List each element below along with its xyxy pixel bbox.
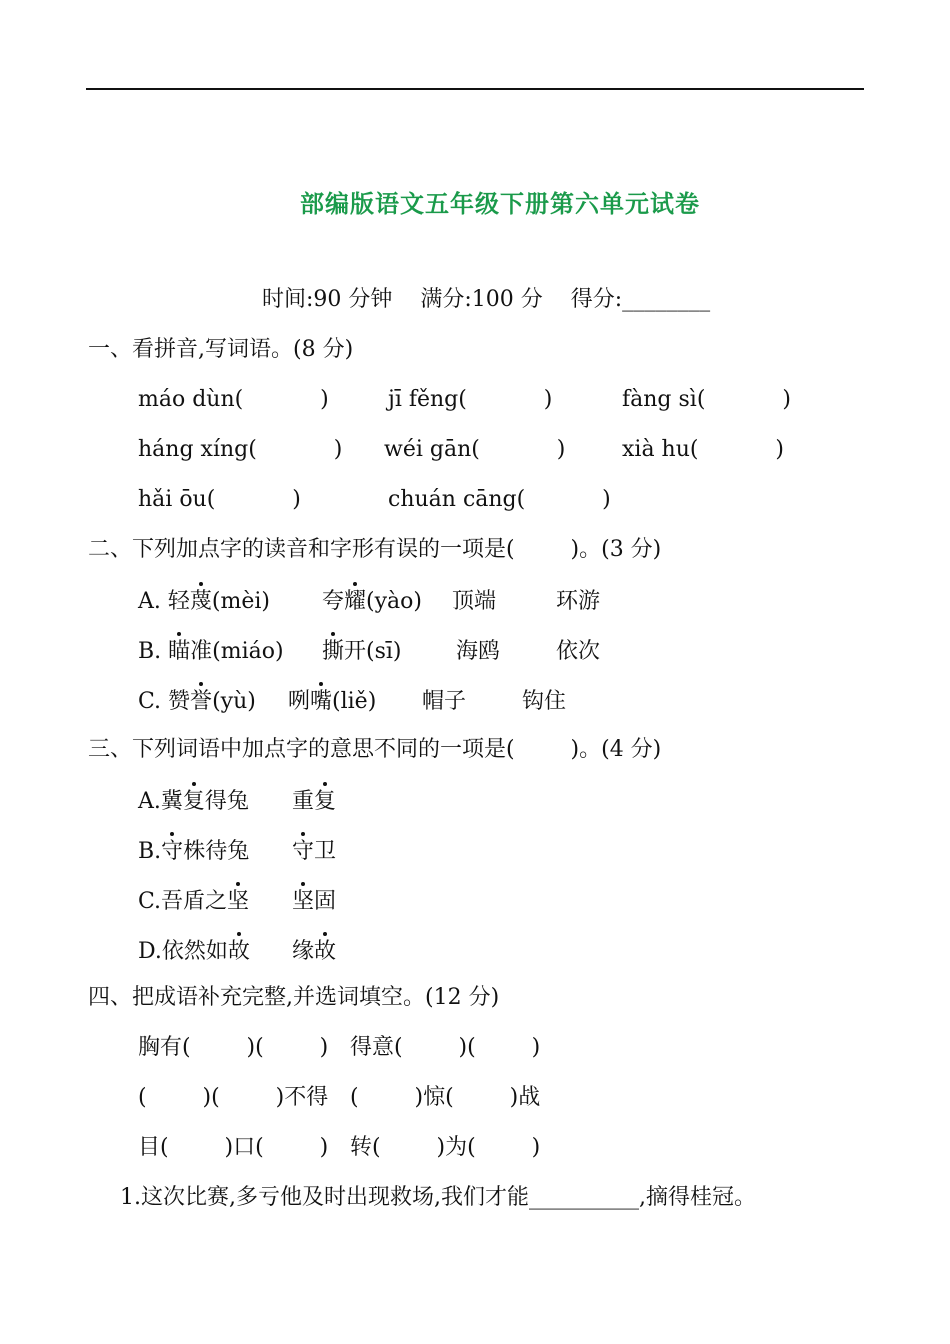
q2-option-b [138,638,284,666]
q1-item: wéi gān( ) [384,437,566,462]
q2-option-c-word3: 帽子 [422,689,467,714]
q3-option-a-word2 [292,788,336,816]
q3-option-c [138,888,249,916]
q3-option-c-word2 [292,888,336,916]
q1-item: fàng sì( ) [622,387,791,412]
q2-option-a [138,588,270,616]
dotted-char: 耀 [344,589,367,614]
dotted-char: 坚 [227,889,250,914]
q3-option-b-word2 [292,838,336,866]
q1-item: máo dùn( ) [138,387,329,412]
option-text: (liě) [332,689,377,714]
idiom-blank: 目( )口( ) [138,1135,329,1160]
dotted-char: 复 [314,789,337,814]
exam-info: 时间:90 分钟 满分:100 分 得分:________ [262,287,711,312]
dotted-char: 瞄 [168,639,191,664]
q3-heading: 三、下列词语中加点字的意思不同的一项是( )。(4 分) [88,737,662,762]
q2-option-b-word4: 依次 [556,639,601,664]
q1-item: chuán cāng( ) [388,487,611,512]
dotted-char: 守 [161,839,184,864]
idiom-blank: ( )( )不得 [138,1085,329,1110]
option-text: 准(miáo) [190,639,284,664]
q2-option-a-word2 [322,588,422,616]
idiom-blank: 转( )为( ) [350,1135,541,1160]
idiom-blank: 胸有( )( ) [138,1035,329,1060]
option-text: 咧 [288,689,311,714]
q2-option-c [138,688,256,716]
dotted-char: 蔑 [189,589,212,614]
option-text: B. [138,839,162,864]
q4-heading: 四、把成语补充完整,并选词填空。(12 分) [88,985,500,1010]
q1-item: xià hu( ) [622,437,784,462]
q2-heading: 二、下列加点字的读音和字形有误的一项是( )。(3 分) [88,537,662,562]
option-text: C. 赞 [138,689,191,714]
q1-item: hǎi ōu( ) [138,487,301,512]
idiom-blank: 得意( )( ) [350,1035,541,1060]
dotted-char: 誉 [190,689,213,714]
option-text: 株待兔 [183,839,250,864]
q3-option-b [138,838,249,866]
q2-option-b-word2 [322,638,402,666]
q2-option-c-word4: 钩住 [522,689,567,714]
option-text: (yù) [212,689,256,714]
q2-option-c-word2 [288,688,376,716]
option-text: (yào) [366,589,422,614]
dotted-char: 守 [292,839,315,864]
option-text: A.冀 [138,789,183,814]
q2-option-a-word4: 环游 [556,589,601,614]
option-text: A. 轻 [138,589,190,614]
option-text: (mèi) [211,589,270,614]
option-text: 重 [292,789,315,814]
fill-sentence: 1.这次比赛,多亏他及时出现救场,我们才能__________,摘得桂冠。 [120,1185,756,1210]
dotted-char: 复 [182,789,205,814]
dotted-char: 故 [227,939,250,964]
idiom-blank: ( )惊( )战 [350,1085,541,1110]
option-text: C.吾盾之 [138,889,228,914]
option-text: 卫 [314,839,337,864]
option-text: 开(sī) [344,639,402,664]
q1-item: jī fěng( ) [388,387,553,412]
q3-option-d [138,938,250,966]
dotted-char: 故 [314,939,337,964]
option-text: 固 [314,889,337,914]
dotted-char: 嘴 [310,689,333,714]
option-text: D.依然如 [138,939,228,964]
q2-option-a-word3: 顶端 [452,589,497,614]
q3-option-a [138,788,249,816]
option-text: 夸 [322,589,345,614]
q2-option-b-word3: 海鸥 [456,639,501,664]
dotted-char: 撕 [322,639,345,664]
q3-option-d-word2 [292,938,336,966]
option-text: B. [138,639,169,664]
page-title: 部编版语文五年级下册第六单元试卷 [300,189,700,218]
header-rule [86,88,864,90]
dotted-char: 坚 [292,889,315,914]
option-text: 缘 [292,939,315,964]
option-text: 得兔 [204,789,249,814]
q1-item: háng xíng( ) [138,437,343,462]
q1-heading: 一、看拼音,写词语。(8 分) [88,337,354,362]
